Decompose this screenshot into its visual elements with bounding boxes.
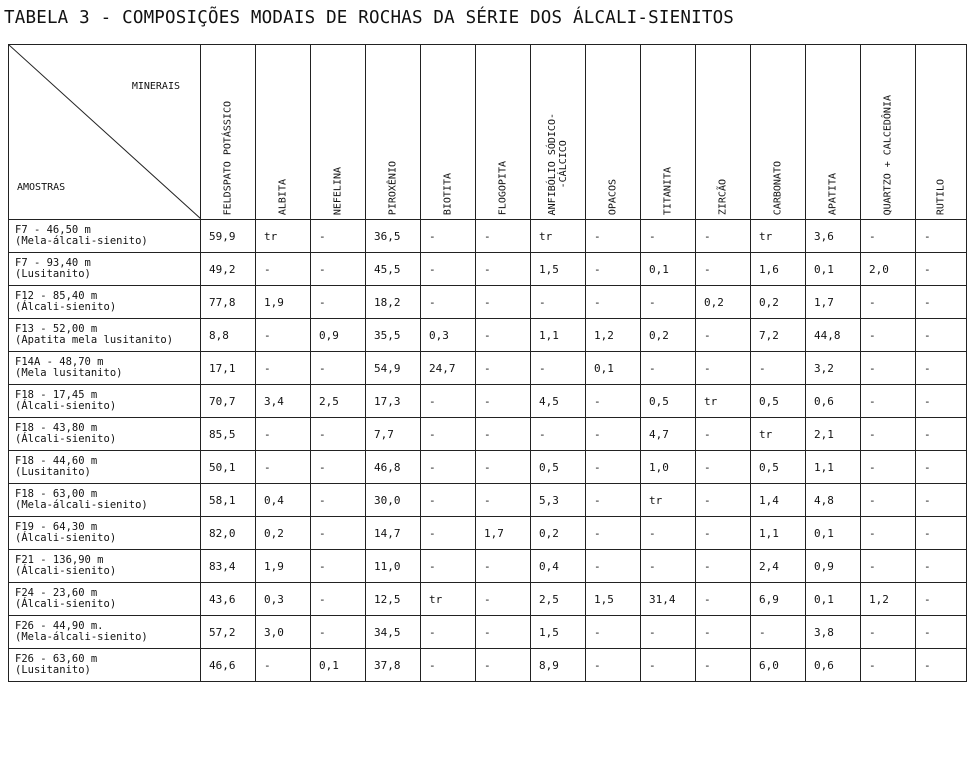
value-cell: 4,7 (641, 418, 696, 451)
sample-cell: F7 - 93,40 m (Lusitanito) (9, 253, 201, 286)
sample-cell: F14A - 48,70 m (Mela lusitanito) (9, 352, 201, 385)
value-cell: - (421, 484, 476, 517)
value-cell: - (421, 616, 476, 649)
value-cell: - (916, 517, 967, 550)
sample-cell: F18 - 63,00 m (Mela-álcali-sienito) (9, 484, 201, 517)
value-cell: - (421, 418, 476, 451)
value-cell: 24,7 (421, 352, 476, 385)
value-cell: 4,8 (806, 484, 861, 517)
column-header (641, 45, 696, 220)
value-cell: - (696, 616, 751, 649)
value-cell: 46,6 (201, 649, 256, 682)
value-cell: 0,5 (751, 451, 806, 484)
value-cell: 0,5 (641, 385, 696, 418)
value-cell: 1,7 (476, 517, 531, 550)
column-header-label: QUARTZO + CALCEDÔNIA (882, 94, 894, 215)
value-cell: - (586, 220, 641, 253)
table-title: TABELA 3 - COMPOSIÇÕES MODAIS DE ROCHAS DA SÉRIE DOS ÁLCALI-SIENITOS (4, 8, 735, 28)
column-header (751, 45, 806, 220)
table-row (9, 517, 967, 550)
value-cell: - (586, 616, 641, 649)
value-cell: 46,8 (366, 451, 421, 484)
table-row (9, 616, 967, 649)
column-header (311, 45, 366, 220)
value-cell: 58,1 (201, 484, 256, 517)
value-cell: - (476, 418, 531, 451)
value-cell: - (586, 649, 641, 682)
sample-cell: F21 - 136,90 m (Álcali-sienito) (9, 550, 201, 583)
value-cell: 36,5 (366, 220, 421, 253)
value-cell: - (256, 319, 311, 352)
sample-cell: F26 - 44,90 m. (Mela-álcali-sienito) (9, 616, 201, 649)
value-cell: - (586, 253, 641, 286)
value-cell: - (696, 220, 751, 253)
value-cell: 0,4 (531, 550, 586, 583)
value-cell: - (696, 484, 751, 517)
column-header (696, 45, 751, 220)
value-cell: - (586, 418, 641, 451)
value-cell: - (641, 517, 696, 550)
column-header (421, 45, 476, 220)
value-cell: 0,4 (256, 484, 311, 517)
value-cell: 2,4 (751, 550, 806, 583)
value-cell: - (861, 517, 916, 550)
value-cell: - (256, 649, 311, 682)
value-cell: - (586, 517, 641, 550)
value-cell: - (476, 286, 531, 319)
value-cell: 14,7 (366, 517, 421, 550)
value-cell: - (916, 484, 967, 517)
value-cell: - (861, 385, 916, 418)
value-cell: - (696, 649, 751, 682)
value-cell: - (476, 484, 531, 517)
column-header-label: TITANITA (662, 166, 674, 215)
value-cell: 0,5 (751, 385, 806, 418)
value-cell: - (641, 220, 696, 253)
value-cell: - (751, 352, 806, 385)
value-cell: - (311, 550, 366, 583)
value-cell: tr (641, 484, 696, 517)
column-header (256, 45, 311, 220)
value-cell: tr (696, 385, 751, 418)
value-cell: - (421, 649, 476, 682)
value-cell: - (641, 352, 696, 385)
column-header-label: FELDSPATO POTÁSSICO (222, 100, 234, 215)
value-cell: - (421, 451, 476, 484)
value-cell: - (916, 319, 967, 352)
value-cell: 0,9 (311, 319, 366, 352)
value-cell: 1,1 (751, 517, 806, 550)
value-cell: - (861, 352, 916, 385)
value-cell: 0,2 (256, 517, 311, 550)
value-cell: 3,6 (806, 220, 861, 253)
value-cell: - (311, 286, 366, 319)
value-cell: 0,5 (531, 451, 586, 484)
table-row (9, 451, 967, 484)
value-cell: 1,0 (641, 451, 696, 484)
value-cell: 59,9 (201, 220, 256, 253)
value-cell: - (311, 451, 366, 484)
value-cell: 54,9 (366, 352, 421, 385)
value-cell: - (311, 253, 366, 286)
table-row (9, 418, 967, 451)
column-header (201, 45, 256, 220)
value-cell: - (861, 616, 916, 649)
value-cell: 4,5 (531, 385, 586, 418)
value-cell: - (311, 484, 366, 517)
value-cell: 1,7 (806, 286, 861, 319)
table-row (9, 385, 967, 418)
column-header-label: PIROXÊNIO (387, 160, 399, 215)
value-cell: - (641, 286, 696, 319)
value-cell: 1,5 (531, 253, 586, 286)
value-cell: 35,5 (366, 319, 421, 352)
column-header (806, 45, 861, 220)
table-row (9, 352, 967, 385)
value-cell: 70,7 (201, 385, 256, 418)
column-header (916, 45, 967, 220)
value-cell: - (311, 418, 366, 451)
column-header-label: ALBITA (277, 178, 289, 215)
value-cell: 1,2 (586, 319, 641, 352)
value-cell: 77,8 (201, 286, 256, 319)
column-header-label: OPACOS (607, 178, 619, 215)
sample-cell: F18 - 17,45 m (Álcali-sienito) (9, 385, 201, 418)
corner-cell (9, 45, 201, 220)
value-cell: - (421, 253, 476, 286)
value-cell: 82,0 (201, 517, 256, 550)
value-cell: - (916, 583, 967, 616)
column-header (861, 45, 916, 220)
value-cell: - (861, 451, 916, 484)
value-cell: 7,7 (366, 418, 421, 451)
value-cell: - (586, 550, 641, 583)
value-cell: - (476, 253, 531, 286)
value-cell: - (476, 319, 531, 352)
value-cell: - (311, 517, 366, 550)
table-row (9, 319, 967, 352)
value-cell: 18,2 (366, 286, 421, 319)
column-header-label: ZIRCÃO (717, 178, 729, 215)
column-header-label: APATITA (827, 172, 839, 215)
sample-cell: F18 - 43,80 m (Álcali-sienito) (9, 418, 201, 451)
value-cell: 0,1 (586, 352, 641, 385)
value-cell: 50,1 (201, 451, 256, 484)
table-row (9, 253, 967, 286)
value-cell: 8,9 (531, 649, 586, 682)
value-cell: 0,2 (641, 319, 696, 352)
value-cell: - (476, 550, 531, 583)
column-header-label: RUTILO (935, 178, 947, 215)
value-cell: - (421, 517, 476, 550)
value-cell: - (916, 220, 967, 253)
value-cell: 1,5 (586, 583, 641, 616)
value-cell: 1,6 (751, 253, 806, 286)
value-cell: 0,6 (806, 385, 861, 418)
modal-composition-table (8, 44, 967, 682)
value-cell: 37,8 (366, 649, 421, 682)
table-row (9, 484, 967, 517)
value-cell: - (696, 319, 751, 352)
column-header-label: FLOGOPITA (497, 160, 509, 215)
value-cell: 43,6 (201, 583, 256, 616)
column-header-label: CARBONATO (772, 160, 784, 215)
value-cell: 1,2 (861, 583, 916, 616)
value-cell: 2,0 (861, 253, 916, 286)
value-cell: - (916, 418, 967, 451)
value-cell: 6,0 (751, 649, 806, 682)
value-cell: - (916, 352, 967, 385)
value-cell: - (531, 352, 586, 385)
value-cell: - (476, 649, 531, 682)
amostras-label: AMOSTRAS (17, 182, 66, 193)
value-cell: 3,0 (256, 616, 311, 649)
value-cell: 2,5 (531, 583, 586, 616)
value-cell: - (311, 352, 366, 385)
value-cell: - (641, 649, 696, 682)
value-cell: - (256, 253, 311, 286)
value-cell: 1,9 (256, 286, 311, 319)
table-row (9, 220, 967, 253)
value-cell: 49,2 (201, 253, 256, 286)
value-cell: 0,9 (806, 550, 861, 583)
value-cell: - (531, 286, 586, 319)
value-cell: - (531, 418, 586, 451)
value-cell: tr (421, 583, 476, 616)
value-cell: - (421, 385, 476, 418)
value-cell: - (586, 385, 641, 418)
header-row (9, 45, 967, 220)
value-cell: - (861, 220, 916, 253)
sample-cell: F24 - 23,60 m (Álcali-sienito) (9, 583, 201, 616)
value-cell: - (586, 286, 641, 319)
sample-cell: F12 - 85,40 m (Álcali-sienito) (9, 286, 201, 319)
column-header (586, 45, 641, 220)
value-cell: tr (751, 418, 806, 451)
value-cell: 6,9 (751, 583, 806, 616)
table-row (9, 649, 967, 682)
value-cell: - (421, 550, 476, 583)
table-row (9, 286, 967, 319)
value-cell: tr (256, 220, 311, 253)
value-cell: 0,2 (751, 286, 806, 319)
value-cell: tr (751, 220, 806, 253)
value-cell: 11,0 (366, 550, 421, 583)
value-cell: - (476, 352, 531, 385)
value-cell: - (256, 352, 311, 385)
value-cell: 31,4 (641, 583, 696, 616)
value-cell: 30,0 (366, 484, 421, 517)
value-cell: - (641, 616, 696, 649)
value-cell: - (696, 517, 751, 550)
value-cell: 3,4 (256, 385, 311, 418)
value-cell: - (696, 352, 751, 385)
value-cell: - (641, 550, 696, 583)
value-cell: 1,4 (751, 484, 806, 517)
value-cell: 3,2 (806, 352, 861, 385)
value-cell: - (421, 286, 476, 319)
value-cell: 1,1 (531, 319, 586, 352)
value-cell: - (916, 649, 967, 682)
value-cell: - (696, 583, 751, 616)
value-cell: - (696, 418, 751, 451)
column-header-label: BIOTITA (442, 172, 454, 215)
value-cell: 44,8 (806, 319, 861, 352)
value-cell: - (256, 418, 311, 451)
column-header (476, 45, 531, 220)
value-cell: 12,5 (366, 583, 421, 616)
value-cell: - (476, 220, 531, 253)
value-cell: 5,3 (531, 484, 586, 517)
value-cell: - (916, 253, 967, 286)
value-cell: 1,1 (806, 451, 861, 484)
value-cell: - (311, 616, 366, 649)
value-cell: - (586, 451, 641, 484)
value-cell: 45,5 (366, 253, 421, 286)
value-cell: 8,8 (201, 319, 256, 352)
value-cell: - (861, 550, 916, 583)
table-row (9, 550, 967, 583)
value-cell: 0,3 (256, 583, 311, 616)
column-header (366, 45, 421, 220)
value-cell: - (586, 484, 641, 517)
value-cell: - (916, 550, 967, 583)
value-cell: - (861, 286, 916, 319)
value-cell: 2,1 (806, 418, 861, 451)
value-cell: - (311, 220, 366, 253)
value-cell: - (476, 583, 531, 616)
value-cell: - (696, 253, 751, 286)
value-cell: - (916, 451, 967, 484)
value-cell: 0,1 (806, 253, 861, 286)
sample-cell: F19 - 64,30 m (Álcali-sienito) (9, 517, 201, 550)
value-cell: - (751, 616, 806, 649)
column-header-label: ANFIBÓLIO SÓDICO- -CÁLCICO (547, 112, 569, 215)
value-cell: tr (531, 220, 586, 253)
value-cell: 7,2 (751, 319, 806, 352)
value-cell: - (861, 319, 916, 352)
value-cell: - (861, 649, 916, 682)
minerais-label: MINERAIS (131, 81, 180, 92)
value-cell: 85,5 (201, 418, 256, 451)
value-cell: 0,2 (531, 517, 586, 550)
value-cell: 1,5 (531, 616, 586, 649)
column-header-label: NEFELINA (332, 166, 344, 215)
value-cell: 34,5 (366, 616, 421, 649)
value-cell: 0,1 (311, 649, 366, 682)
value-cell: - (476, 616, 531, 649)
table-row (9, 583, 967, 616)
value-cell: 0,1 (806, 517, 861, 550)
value-cell: - (311, 583, 366, 616)
sample-cell: F18 - 44,60 m (Lusitanito) (9, 451, 201, 484)
value-cell: 2,5 (311, 385, 366, 418)
value-cell: - (421, 220, 476, 253)
value-cell: - (256, 451, 311, 484)
column-header (531, 45, 586, 220)
value-cell: 0,1 (806, 583, 861, 616)
value-cell: - (696, 550, 751, 583)
value-cell: 0,1 (641, 253, 696, 286)
value-cell: 0,2 (696, 286, 751, 319)
value-cell: - (476, 451, 531, 484)
value-cell: - (476, 385, 531, 418)
value-cell: - (916, 286, 967, 319)
value-cell: - (861, 484, 916, 517)
sample-cell: F26 - 63,60 m (Lusitanito) (9, 649, 201, 682)
value-cell: - (916, 385, 967, 418)
value-cell: 17,3 (366, 385, 421, 418)
value-cell: 3,8 (806, 616, 861, 649)
sample-cell: F7 - 46,50 m (Mela-álcali-sienito) (9, 220, 201, 253)
value-cell: 1,9 (256, 550, 311, 583)
value-cell: - (861, 418, 916, 451)
value-cell: 17,1 (201, 352, 256, 385)
value-cell: 0,6 (806, 649, 861, 682)
value-cell: - (696, 451, 751, 484)
value-cell: 83,4 (201, 550, 256, 583)
sample-cell: F13 - 52,00 m (Apatita mela lusitanito) (9, 319, 201, 352)
table-body (9, 220, 967, 682)
value-cell: 0,3 (421, 319, 476, 352)
value-cell: 57,2 (201, 616, 256, 649)
value-cell: - (916, 616, 967, 649)
